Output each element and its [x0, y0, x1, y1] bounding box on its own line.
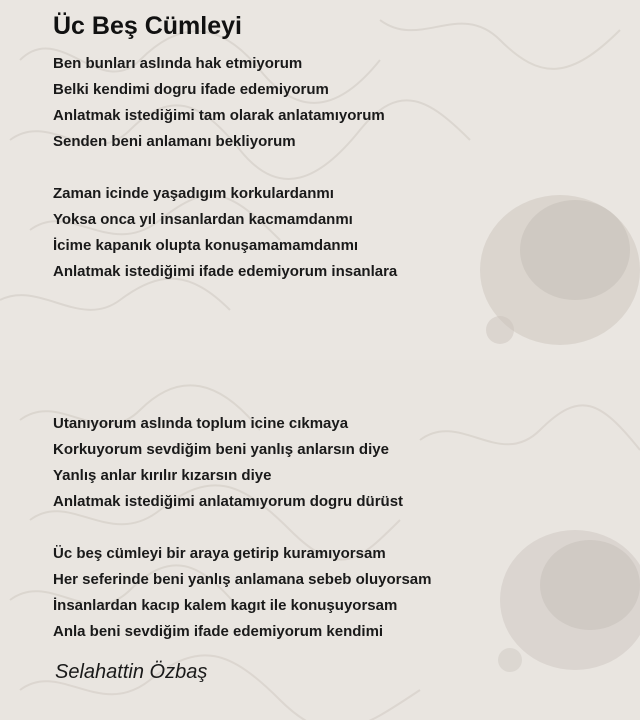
poem-stanza — [53, 51, 385, 155]
poem-stanza — [53, 181, 397, 285]
poem-line: Anlatmak istediğimi ifade edemiyorum insanlara — [53, 263, 398, 280]
poem-stanza — [53, 411, 403, 515]
poem-line: Korkuyorum sevdiğim beni yanlış anlarsın diye — [53, 441, 389, 458]
poem-line: Zaman icinde yaşadıgım korkulardanmı — [53, 185, 334, 202]
poem-line: Utanıyorum aslında toplum icine cıkmaya — [53, 415, 349, 432]
poem-line: Yoksa onca yıl insanlardan kacmamdanmı — [53, 211, 353, 228]
poem-line: Senden beni anlamanı bekliyorum — [53, 133, 296, 150]
poem-author: Selahattin Özbaş — [55, 661, 208, 683]
poem-line: İnsanlardan kacıp kalem kagıt ile konuşuyorsam — [53, 597, 398, 614]
poem-line: Yanlış anlar kırılır kızarsın diye — [53, 467, 272, 484]
poem-line: Üc beş cümleyi bir araya getirip kuramıyorsam — [53, 545, 386, 562]
poem-stanza — [53, 541, 431, 645]
poem-line: Ben bunları aslında hak etmiyorum — [53, 55, 303, 72]
poem-line: Anla beni sevdiğim ifade edemiyorum kendimi — [53, 623, 384, 640]
poem-line: Anlatmak istediğimi tam olarak anlatamıyorum — [53, 107, 385, 124]
poem-line: İcime kapanık olupta konuşamamamdanmı — [53, 237, 359, 254]
poem-line: Belki kendimi dogru ifade edemiyorum — [53, 81, 329, 98]
poem-line: Anlatmak istediğimi anlatamıyorum dogru dürüst — [53, 493, 404, 510]
poem-title: Üc Beş Cümleyi — [53, 12, 242, 40]
poem-line: Her seferinde beni yanlış anlamana sebeb oluyorsam — [53, 571, 432, 588]
